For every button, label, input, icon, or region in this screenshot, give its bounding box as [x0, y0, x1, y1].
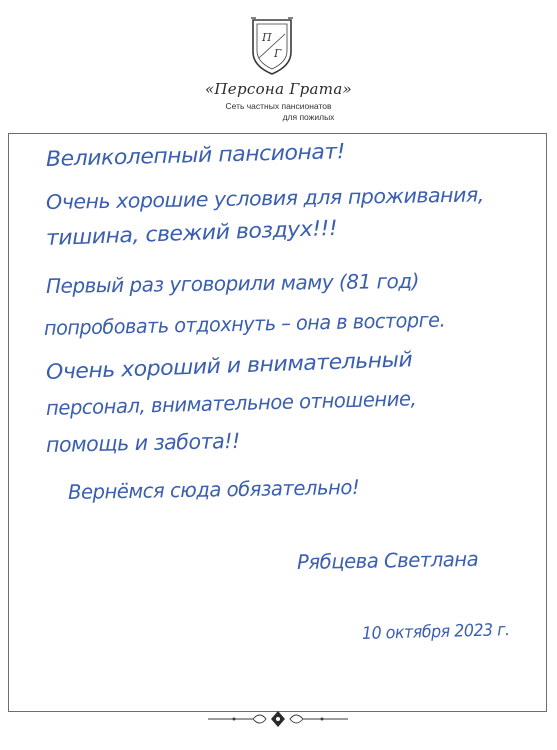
monogram-letter-1: П	[262, 31, 272, 44]
letter-date: 10 октября 2023 г.	[361, 620, 510, 644]
letter-line: помощь и забота!!	[45, 428, 240, 457]
brand-name: «Персона Грата»	[204, 80, 353, 98]
footer-ornament-icon	[208, 708, 348, 730]
letter-line: Великолепный пансионат!	[45, 139, 346, 171]
monogram-crest-icon	[247, 14, 297, 78]
letter-line: Очень хорошие условия для проживания,	[45, 182, 485, 214]
letter-line: Очень хороший и внимательный	[45, 347, 413, 384]
letter-line: попробовать отдохнуть – она в восторге.	[43, 307, 446, 340]
letter-line: персонал, внимательное отношение,	[45, 386, 417, 420]
tagline-line2: для пожилых	[282, 112, 335, 122]
signature: Рябцева Светлана	[296, 546, 479, 574]
letter-line: тишина, свежий воздух!!!	[45, 215, 338, 250]
tagline-line1: Сеть частных пансионатов	[225, 101, 332, 111]
letterhead	[0, 0, 557, 132]
letter-line: Вернёмся сюда обязательно!	[67, 474, 360, 504]
letter-line: Первый раз уговорили маму (81 год)	[45, 268, 420, 298]
monogram-letter-2: Г	[274, 47, 282, 60]
